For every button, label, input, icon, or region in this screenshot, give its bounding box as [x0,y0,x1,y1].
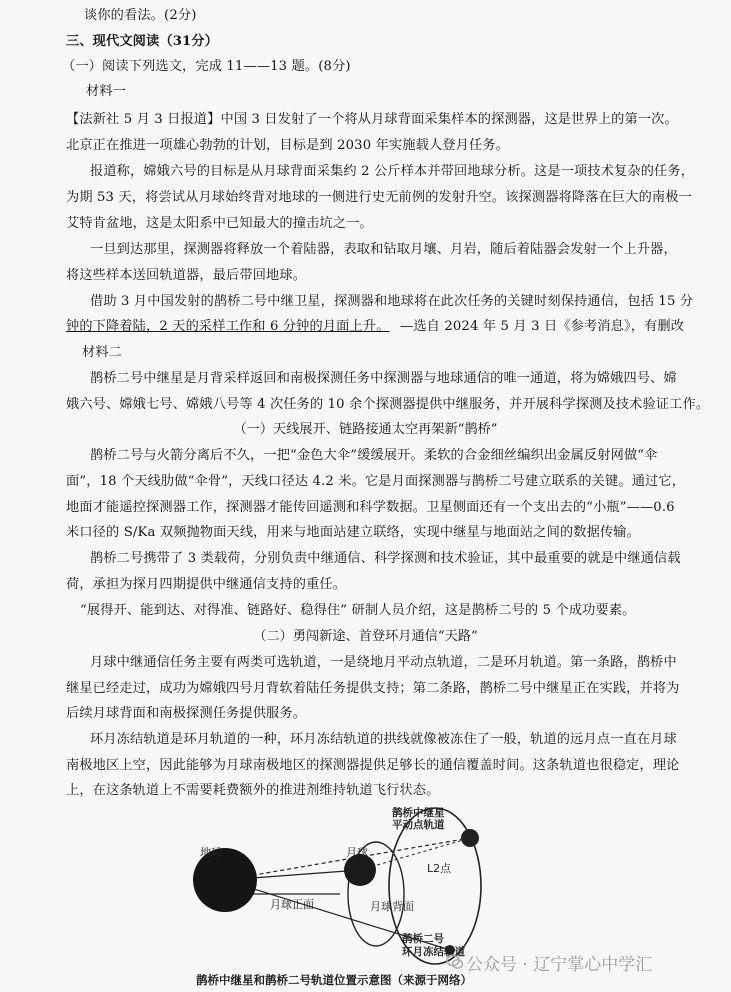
text-line: 米口径的 S/Ka 双频抛物面天线，用来与地面站建立联络，实现中继星与地面站之间的数据传输。 [66,525,640,540]
watermark: 公众号 · 辽宁掌心中学汇 [466,955,653,975]
text-line: 【法新社 5 月 3 日报道】中国 3 日发射了一个将从月球背面采集样本的探测器，这是世界上的第一次。 [66,112,678,127]
text-line: 将这些样本送回轨道器，最后带回地球。 [66,268,307,283]
text-line: 娥六号、嫦娥七号、嫦娥八号等 4 次任务的 10 余个探测器提供中继服务，并开展科学探测及技术验证工作。 [66,397,710,412]
section-heading: 三、现代文阅读（31分） [66,34,219,49]
text-line: 环月冻结轨道是环月轨道的一种，环月冻结轨道的拱线就像被冻住了一般，轨道的远月点一直在月球 [90,732,677,747]
orbit-diagram [170,798,540,970]
earth-label: 地球 [200,846,222,859]
text-line: “展得开、能到达、对得准、链路好、稳得住” 研制人员介绍，这是鹊桥二号的 5 个成功要素。 [80,603,636,618]
text-line: 南极地区上空，因此能够为月球南极地区的探测器提供足够长的通信覆盖时间。这条轨道也很稳定，理论 [66,758,680,773]
queqiao1-label-line1: 鹊桥中继星 [392,807,445,819]
text-line: 地面才能遥控探测器工作，探测器才能传回遥测和科学数据。卫星侧面还有一个支出去的“小瓶”——0.6 [66,500,675,515]
back-label: 月球背面 [370,900,414,913]
subheading-2: （二）勇闯新途、首登环月通信“天路” [253,629,478,644]
source-citation: —选自 2024 年 5 月 3 日《参考消息》，有删改 [400,319,685,334]
material-2-label: 材料二 [82,345,123,360]
text-line: 鹊桥二号携带了 3 类载荷，分别负责中继通信、科学探测和技术验证，其中最重要的就是中继通信载 [90,551,681,566]
moon-relay-link [360,838,470,870]
text-line-underlined: 钟的下降着陆，2 天的采样工作和 6 分钟的月面上升。 [66,319,390,334]
text-line: 鹊桥二号与火箭分离后不久，一把“金色大伞”缓缓展开。柔软的合金细丝编织出金属反射网做“伞 [90,448,658,463]
diagram-caption: 鹊桥中继星和鹊桥二号轨道位置示意图（来源于网络） [196,973,472,987]
subheading-1: （一）天线展开、链路接通太空再架新“鹊桥” [233,422,498,437]
queqiao1-label-line2: 平动点轨道 [392,819,445,831]
text-line: 一旦到达那里，探测器将释放一个着陆器，表取和钻取月壤、月岩，随后着陆器会发射一个上升器， [90,242,677,257]
text-line: 月球中继通信任务主要有两类可选轨道，一是绕地月平动点轨道，二是环月轨道。第一条路，鹊桥中 [90,655,677,670]
wechat-icon [446,953,464,971]
queqiao-1-satellite [461,829,479,847]
queqiao2-label-line2: 环月冻结轨道 [402,946,465,958]
text-line: 北京正在推进一项雄心勃勃的计划，目标是到 2030 年实施载人登月任务。 [66,138,509,153]
text-line: 继星已经走过，成功为嫦娥四号月背软着陆任务提供支持；第二条路，鹊桥二号中继星正在实践，并将为 [66,681,680,696]
l2-label: L2点 [427,862,452,875]
text-line: 为期 53 天，将尝试从月球始终背对地球的一侧进行史无前例的发射升空。该探测器将降落在巨大的南极一 [66,190,692,205]
text-line: 后续月球背面和南极探测任务提供服务。 [66,706,307,721]
text-line: 鹊桥二号中继星是月背采样返回和南极探测任务中探测器与地球通信的唯一通道，将为嫦娥四号、嫦 [90,371,677,386]
material-1-label: 材料一 [86,84,127,99]
text-line: 报道称，嫦娥六号的目标是从月球背面采集约 2 公斤样本并带回地球分析。这是一项技术复杂的任务， [90,164,695,179]
front-label: 月球正面 [270,898,314,911]
queqiao2-label-line1: 鹊桥二号 [402,933,444,945]
text-line: 荷，承担为探月四期提供中继通信支持的重任。 [66,577,347,592]
reading-instructions: （一）阅读下列选文，完成 11——13 题。(8分) [62,59,351,74]
text-line: 借助 3 月中国发射的鹊桥二号中继卫星，探测器和地球将在此次任务的关键时刻保持通信，包括 15 分 [90,294,694,309]
text-line: 艾特肯盆地，这是太阳系中已知最大的撞击坑之一。 [66,216,373,231]
text-line: 上，在这条轨道上不需要耗费额外的推进剂维持轨道飞行状态。 [66,783,440,798]
prev-question-tail: 谈你的看法。(2分) [84,8,197,23]
moon-label: 月球 [346,846,368,859]
text-line: 面”，18 个天线肋做“伞骨”，天线口径达 4.2 米。它是月面探测器与鹊桥二号建立联系的关键。通过它， [66,474,686,489]
